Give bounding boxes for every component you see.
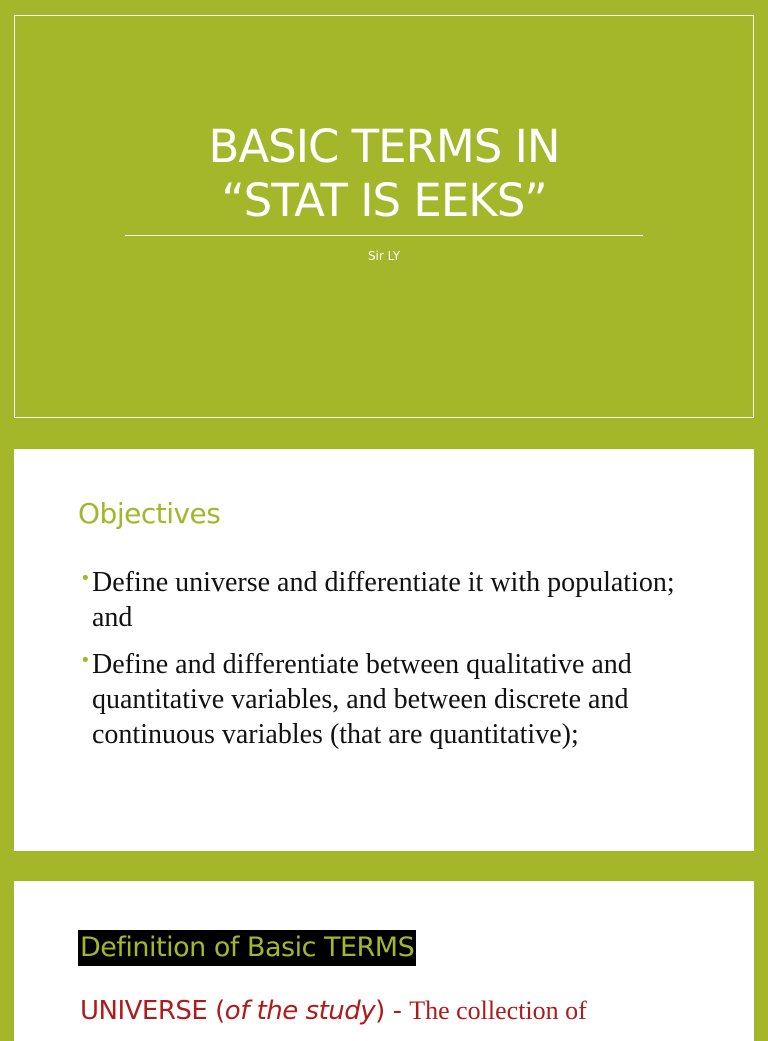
- list-item: [78, 647, 718, 752]
- term-qualifier: of the study: [224, 996, 376, 1026]
- term-open: UNIVERSE (: [80, 996, 225, 1026]
- slide-title: [15, 120, 753, 228]
- title-divider: [125, 235, 643, 236]
- objective-text: Define and differentiate between qualitative and quantitative variables, and between discrete and continuous variables (that are quantitative);: [92, 649, 632, 750]
- title-line-1: BASIC TERMS IN: [208, 120, 560, 173]
- definition-universe: [80, 994, 587, 1028]
- title-slide: [14, 15, 754, 418]
- definitions-heading: Definition of Basic TERMS: [78, 930, 416, 966]
- objectives-slide: [14, 449, 754, 851]
- title-line-2: “STAT IS EEKS”: [221, 174, 547, 227]
- term-description: The collection of: [409, 996, 587, 1025]
- definitions-slide: [14, 881, 754, 1041]
- term-close: ) -: [375, 996, 410, 1026]
- slide-subtitle: Sir LY: [367, 249, 401, 263]
- objective-text: Define universe and differentiate it with population; and: [92, 567, 675, 633]
- objectives-list: [78, 565, 718, 764]
- bullet-icon: •: [80, 650, 91, 671]
- list-item: [78, 565, 718, 635]
- bullet-icon: •: [80, 568, 91, 589]
- objectives-heading: Objectives: [78, 497, 221, 530]
